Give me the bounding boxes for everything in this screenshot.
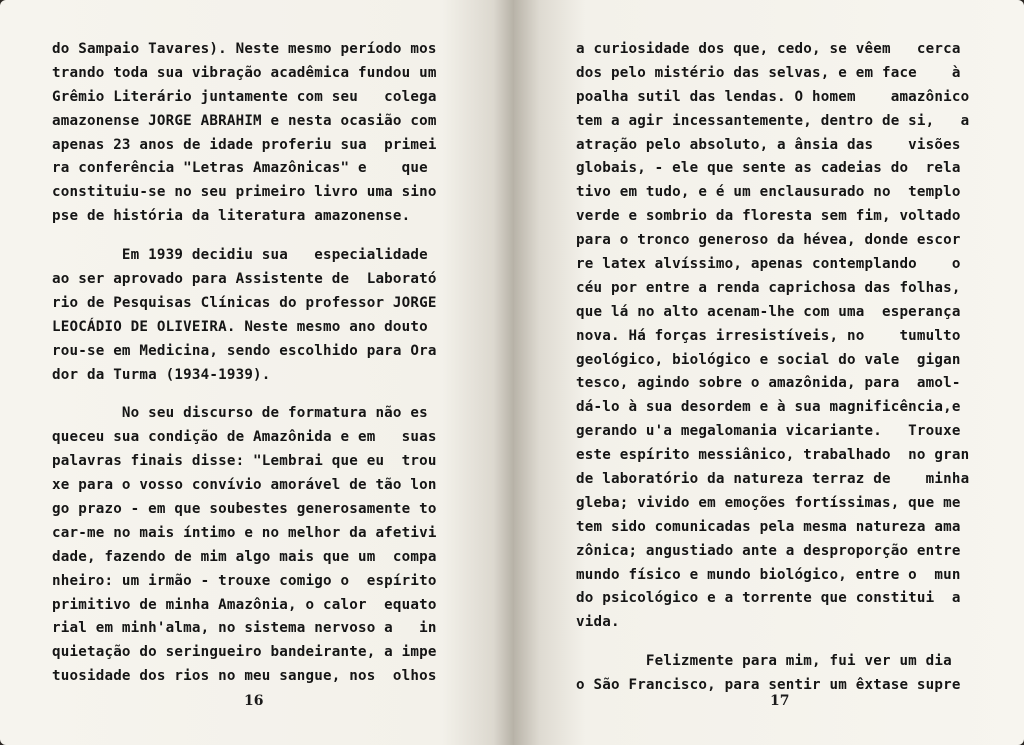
paragraph <box>52 244 480 387</box>
text-line: Em 1939 decidiu sua especialidade <box>52 247 428 264</box>
page-number-left: 16 <box>244 693 264 709</box>
text-line: poalha sutil das lendas. O homem amazônico <box>576 88 970 105</box>
text-line: a curiosidade dos que, cedo, se vêem cerca <box>576 41 961 57</box>
text-line: apenas 23 anos de idade proferiu sua primei <box>52 136 437 153</box>
text-line: do psicológico e a torrente que constitui a <box>576 590 961 607</box>
left-page-text <box>52 38 480 689</box>
text-line: dos pelo mistério das selvas, e em face à <box>576 64 961 81</box>
text-line: car-me no mais íntimo e no melhor da afetivi <box>52 524 437 541</box>
text-line: que lá no alto acenam-lhe com uma esperança <box>576 303 961 320</box>
right-page <box>514 0 1024 745</box>
text-line: rial em minh'alma, no sistema nervoso a in <box>52 620 437 637</box>
text-line: constituiu-se no seu primeiro livro uma sino <box>52 184 437 201</box>
text-line: de laboratório da natureza terraz de minha <box>576 471 970 488</box>
text-line: atração pelo absoluto, a ânsia das visões <box>576 136 961 153</box>
text-line: vida. <box>576 614 620 631</box>
text-line: tivo em tudo, e é um enclausurado no templo <box>576 184 961 201</box>
text-line: nheiro: um irmão - trouxe comigo o espírito <box>52 572 437 589</box>
text-line: mundo físico e mundo biológico, entre o mun <box>576 566 961 583</box>
text-line: rou-se em Medicina, sendo escolhido para Ora <box>52 342 437 359</box>
text-line: Felizmente para mim, fui ver um dia <box>576 653 952 670</box>
text-line: para o tronco generoso da hévea, donde escor <box>576 232 961 249</box>
paragraph-gap <box>576 635 984 650</box>
text-line: queceu sua condição de Amazônida e em suas <box>52 429 437 446</box>
text-line: zônica; angustiado ante a desproporção entre <box>576 542 961 559</box>
text-line: do Sampaio Tavares). Neste mesmo período mos <box>52 41 437 57</box>
text-line: geológico, biológico e social do vale gigan <box>576 351 961 368</box>
text-line: re latex alvíssimo, apenas contemplando o <box>576 256 961 273</box>
paragraph <box>576 650 984 698</box>
text-line: dade, fazendo de mim algo mais que um compa <box>52 548 437 565</box>
text-line: rio de Pesquisas Clínicas do professor JORGE <box>52 294 437 311</box>
text-line: dor da Turma (1934-1939). <box>52 366 271 383</box>
text-line: trando toda sua vibração acadêmica fundou um <box>52 64 437 81</box>
text-line: primitivo de minha Amazônia, o calor equato <box>52 596 437 613</box>
page-number-right: 17 <box>770 693 790 709</box>
text-line: dá-lo à sua desordem e à sua magnificência,e <box>576 399 961 416</box>
text-line: No seu discurso de formatura não es <box>52 405 428 422</box>
text-line: o São Francisco, para sentir um êxtase supre <box>576 677 961 694</box>
paragraph <box>52 38 480 229</box>
text-line: Grêmio Literário juntamente com seu colega <box>52 88 437 105</box>
text-line: quietação do seringueiro bandeirante, a impe <box>52 644 437 661</box>
text-line: ao ser aprovado para Assistente de Laborató <box>52 271 437 288</box>
text-line: LEOCÁDIO DE OLIVEIRA. Neste mesmo ano douto <box>52 318 428 335</box>
text-line: verde e sombrio da floresta sem fim, voltado <box>576 208 961 225</box>
text-line: xe para o vosso convívio amorável de tão lon <box>52 477 437 494</box>
text-line: tem sido comunicadas pela mesma natureza ama <box>576 518 961 535</box>
paragraph <box>576 38 984 635</box>
text-line: céu por entre a renda caprichosa das folhas, <box>576 279 961 296</box>
text-line: tesco, agindo sobre o amazônida, para amol- <box>576 375 961 392</box>
text-line: palavras finais disse: "Lembrai que eu trou <box>52 453 437 470</box>
text-line: tem a agir incessantemente, dentro de si, a <box>576 112 970 129</box>
text-line: globais, - ele que sente as cadeias do rela <box>576 160 961 177</box>
right-page-text <box>576 38 984 698</box>
text-line: gleba; vivido em emoções fortíssimas, que me <box>576 494 961 511</box>
text-line: amazonense JORGE ABRAHIM e nesta ocasião com <box>52 112 437 129</box>
paragraph-gap <box>52 387 480 402</box>
text-line: este espírito messiânico, trabalhado no gran <box>576 447 970 464</box>
text-line: pse de história da literatura amazonense. <box>52 208 411 225</box>
text-line: nova. Há forças irresistíveis, no tumulto <box>576 327 961 344</box>
text-line: go prazo - em que soubestes generosamente to <box>52 501 437 518</box>
paragraph-gap <box>52 229 480 244</box>
text-line: tuosidade dos rios no meu sangue, nos olhos <box>52 668 437 685</box>
text-line: ra conferência "Letras Amazônicas" e que <box>52 160 428 177</box>
text-line: gerando u'a megalomania vicariante. Trouxe <box>576 423 961 440</box>
paragraph <box>52 402 480 689</box>
